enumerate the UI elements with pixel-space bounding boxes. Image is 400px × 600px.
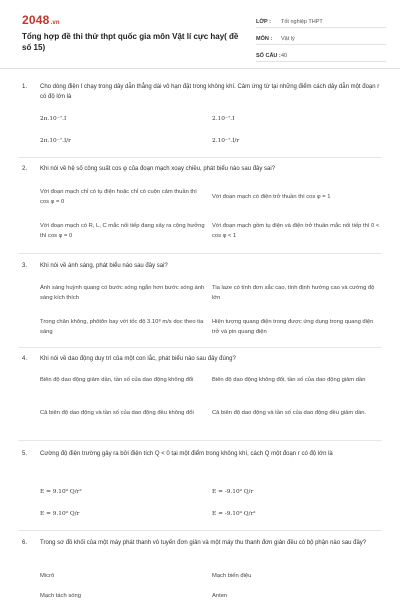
question-number: 1. [22,84,28,90]
question-text: Khi nói về dao động duy trì của một con lắc, phát biểu nào sau đây đúng? [40,356,236,362]
meta-label: MÔN : [256,35,273,42]
meta-label: SỐ CÂU : [256,52,281,59]
divider [18,347,382,348]
question-text: Khi nói về hệ số công suất cos φ của đoạn mạch xoay chiều, phát biểu nào sau đây sai? [40,166,276,172]
question-number: 3. [22,263,28,269]
option-d[interactable]: E = -9.10⁹ Q/r² [212,511,256,517]
divider [18,253,382,254]
option-d[interactable]: Cả biên độ dao động và tần số của dao động đều giảm dần. [212,410,367,416]
question-text: Cường độ điện trường gây ra bởi điện tích Q < 0 tại một điểm trong không khí, cách Q một đoạn r có độ lớn là [40,451,333,457]
page-header [0,0,400,69]
question-number: 2. [22,166,28,172]
divider [18,530,382,531]
option-b[interactable]: E = -9.10⁹ Q/r [212,489,254,495]
option-d[interactable]: Hiện tượng quang điện trong được ứng dụng trong quang điện trở và pin quang điện [212,319,374,335]
option-c[interactable]: Với đoạn mạch có R, L, C mắc nối tiếp đang xảy ra cộng hưởng thì cos φ = 0 [40,223,205,239]
option-a[interactable]: 2π.10⁻⁷.I [40,116,67,122]
option-b[interactable]: Với đoạn mạch có điện trở thuần thì cos φ = 1 [212,194,331,200]
question-number: 4. [22,356,28,362]
meta-label: LỚP : [256,18,271,25]
option-c[interactable]: 2π.10⁻⁷.I/r [40,138,71,144]
page-title: Tổng hợp đề thi thử thpt quốc gia môn Vật lí cực hay( đề số 15) [22,32,239,52]
option-c[interactable]: Trong chân không, phôtôn bay với tốc độ 3.10⁸ m/s dọc theo tia sáng [40,319,204,335]
option-c[interactable]: Mạch tách sóng [40,593,81,599]
option-a[interactable]: Với đoạn mạch chỉ có tụ điện hoặc chỉ có cuộn cảm thuần thì cos φ = 0 [40,189,197,205]
option-a[interactable]: Micrô [40,573,55,579]
exam-meta [256,16,386,67]
meta-row-grade [256,16,386,28]
meta-row-subject [256,33,386,45]
question-text: Cho dòng điện I chạy trong dây dẫn thẳng dài vô hạn đặt trong không khí. Cảm ứng từ tại những điểm cách dây dẫn một đoạn r có độ lớn là [40,84,380,100]
meta-value: 40 [281,52,288,59]
option-d[interactable]: 2.10⁻⁷.I/r [212,138,240,144]
option-d[interactable]: Anten [212,593,228,599]
option-a[interactable]: E = 9.10⁹ Q/r² [40,489,82,495]
option-b[interactable]: Biên độ dao động không đổi, tần số của dao động giảm dần [212,377,366,383]
divider [18,440,382,441]
option-a[interactable]: Ánh sáng huỳnh quang có bước sóng ngắn hơn bước sóng ánh sáng kích thích [40,285,205,301]
meta-row-count [256,50,386,62]
option-b[interactable]: 2.10⁻⁷.I [212,116,235,122]
meta-value: Vật lý [281,35,295,42]
question-text: Khi nói về ánh sáng, phát biểu nào sau đây sai? [40,263,168,269]
site-logo[interactable] [22,13,60,27]
divider [18,157,382,158]
option-b[interactable]: Mạch biến điệu [212,573,252,579]
option-d[interactable]: Với đoạn mạch gồm tụ điện và điện trở thuần mắc nối tiếp thì 0 < cos φ < 1 [212,223,380,239]
logo-text: 2048 [22,13,50,27]
option-b[interactable]: Tia laze có tính đơn sắc cao, tính định hướng cao và cường độ lớn [212,285,375,301]
option-c[interactable]: E = 9.10⁹ Q/r [40,511,80,517]
option-a[interactable]: Biên độ dao động giảm dần, tần số của dao động không đổi [40,377,194,383]
question-number: 5. [22,451,28,457]
question-number: 6. [22,540,28,546]
logo-suffix: .vn [50,20,60,26]
question-text: Trong sơ đồ khối của một máy phát thanh vô tuyến đơn giản và một máy thu thanh đơn giản đều có bộ phận nào sau đây? [40,540,367,546]
option-c[interactable]: Cả biên độ dao động và tần số của dao động đều không đổi [40,410,194,416]
meta-value: Tốt nghiệp THPT [281,18,323,25]
